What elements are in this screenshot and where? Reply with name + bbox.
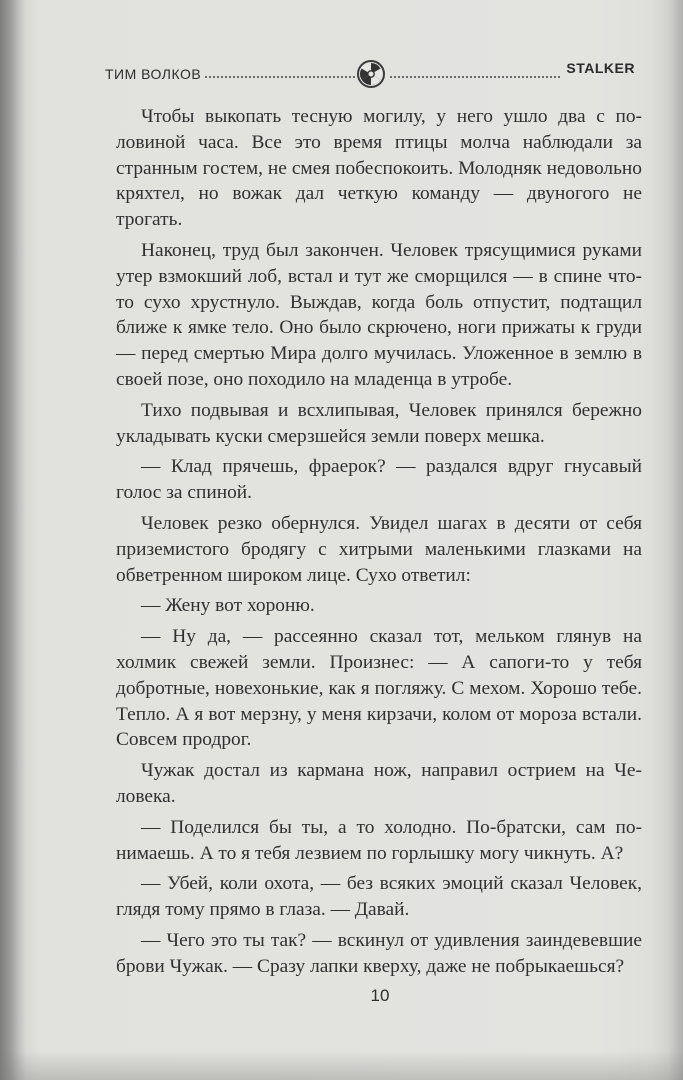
dialogue-line: — Поделился бы ты, а то холодно. По-братски, сам понимаешь. А то я тебя лезвием по горлышку могу чикнуть. А? (116, 816, 642, 864)
running-header (105, 52, 635, 92)
radiation-icon (356, 59, 386, 89)
page-number: 10 (370, 986, 390, 1005)
dialogue-line: — Убей, коли охота, — без всяких эмоций сказал Человек, глядя тому прямо в глаза. — Давай. (116, 873, 642, 921)
paragraph: Наконец, труд был закончен. Человек трясущимися руками утер взмокший лоб, встал и тут же сморщился — в спине что-то сухо хрустнуло. Выждав, когда боль отпустит, подтащил ближе к ямке тело. Оно было скрючено, ноги прижаты к груди — перед смертью Мира долго мучилась. Уложенное в землю в своей позе, оно походило на младенца в утробе. (116, 239, 642, 390)
dotted-rule-right (390, 76, 560, 78)
author-name: ТИМ ВОЛКОВ (105, 66, 202, 82)
paragraph: Человек резко обернулся. Увидел шагах в десяти от себя приземистого бродягу с хитрыми маленькими глазками на обветренном широком лице. Сухо ответил: (116, 512, 642, 586)
body-text (116, 104, 642, 985)
series-title: STALKER (566, 60, 635, 76)
dotted-rule-left (205, 76, 355, 78)
dialogue-line: — Жену вот хороню. (141, 595, 315, 617)
dialogue-line: — Чего это ты так? — вскинул от удивления заиндевевшие брови Чужак. — Сразу лапки кверху, даже не побрыкаешься? (116, 929, 642, 977)
page-edge-shadow (0, 1050, 683, 1080)
dialogue-line: — Ну да, — рассеянно сказал тот, мельком глянув на холмик свежей земли. Произнес: — А сапоги-то у тебя добротные, новехонькие, как я погляжу. С мехом. Хорошо тебе. Тепло. А я вот мерзну, у меня кирзачи, колом от мороза встали. Совсем продрог. (116, 626, 642, 751)
paragraph: Чтобы выкопать тесную могилу, у него ушло два с половиной часа. Все это время птицы молча наблюдали за странным гостем, не смея побеспокоить. Молодняк недовольно кряхтел, но вожак дал четкую команду — двуногого не трогать. (116, 106, 642, 231)
paragraph: Чужак достал из кармана нож, направил острием на Человека. (116, 760, 642, 807)
paragraph: Тихо подвывая и всхлипывая, Человек принялся бережно укладывать куски смерзшейся земли поверх мешка. (116, 399, 642, 447)
dialogue-line: — Клад прячешь, фраерок? — раздался вдруг гнусавый голос за спиной. (116, 456, 642, 504)
